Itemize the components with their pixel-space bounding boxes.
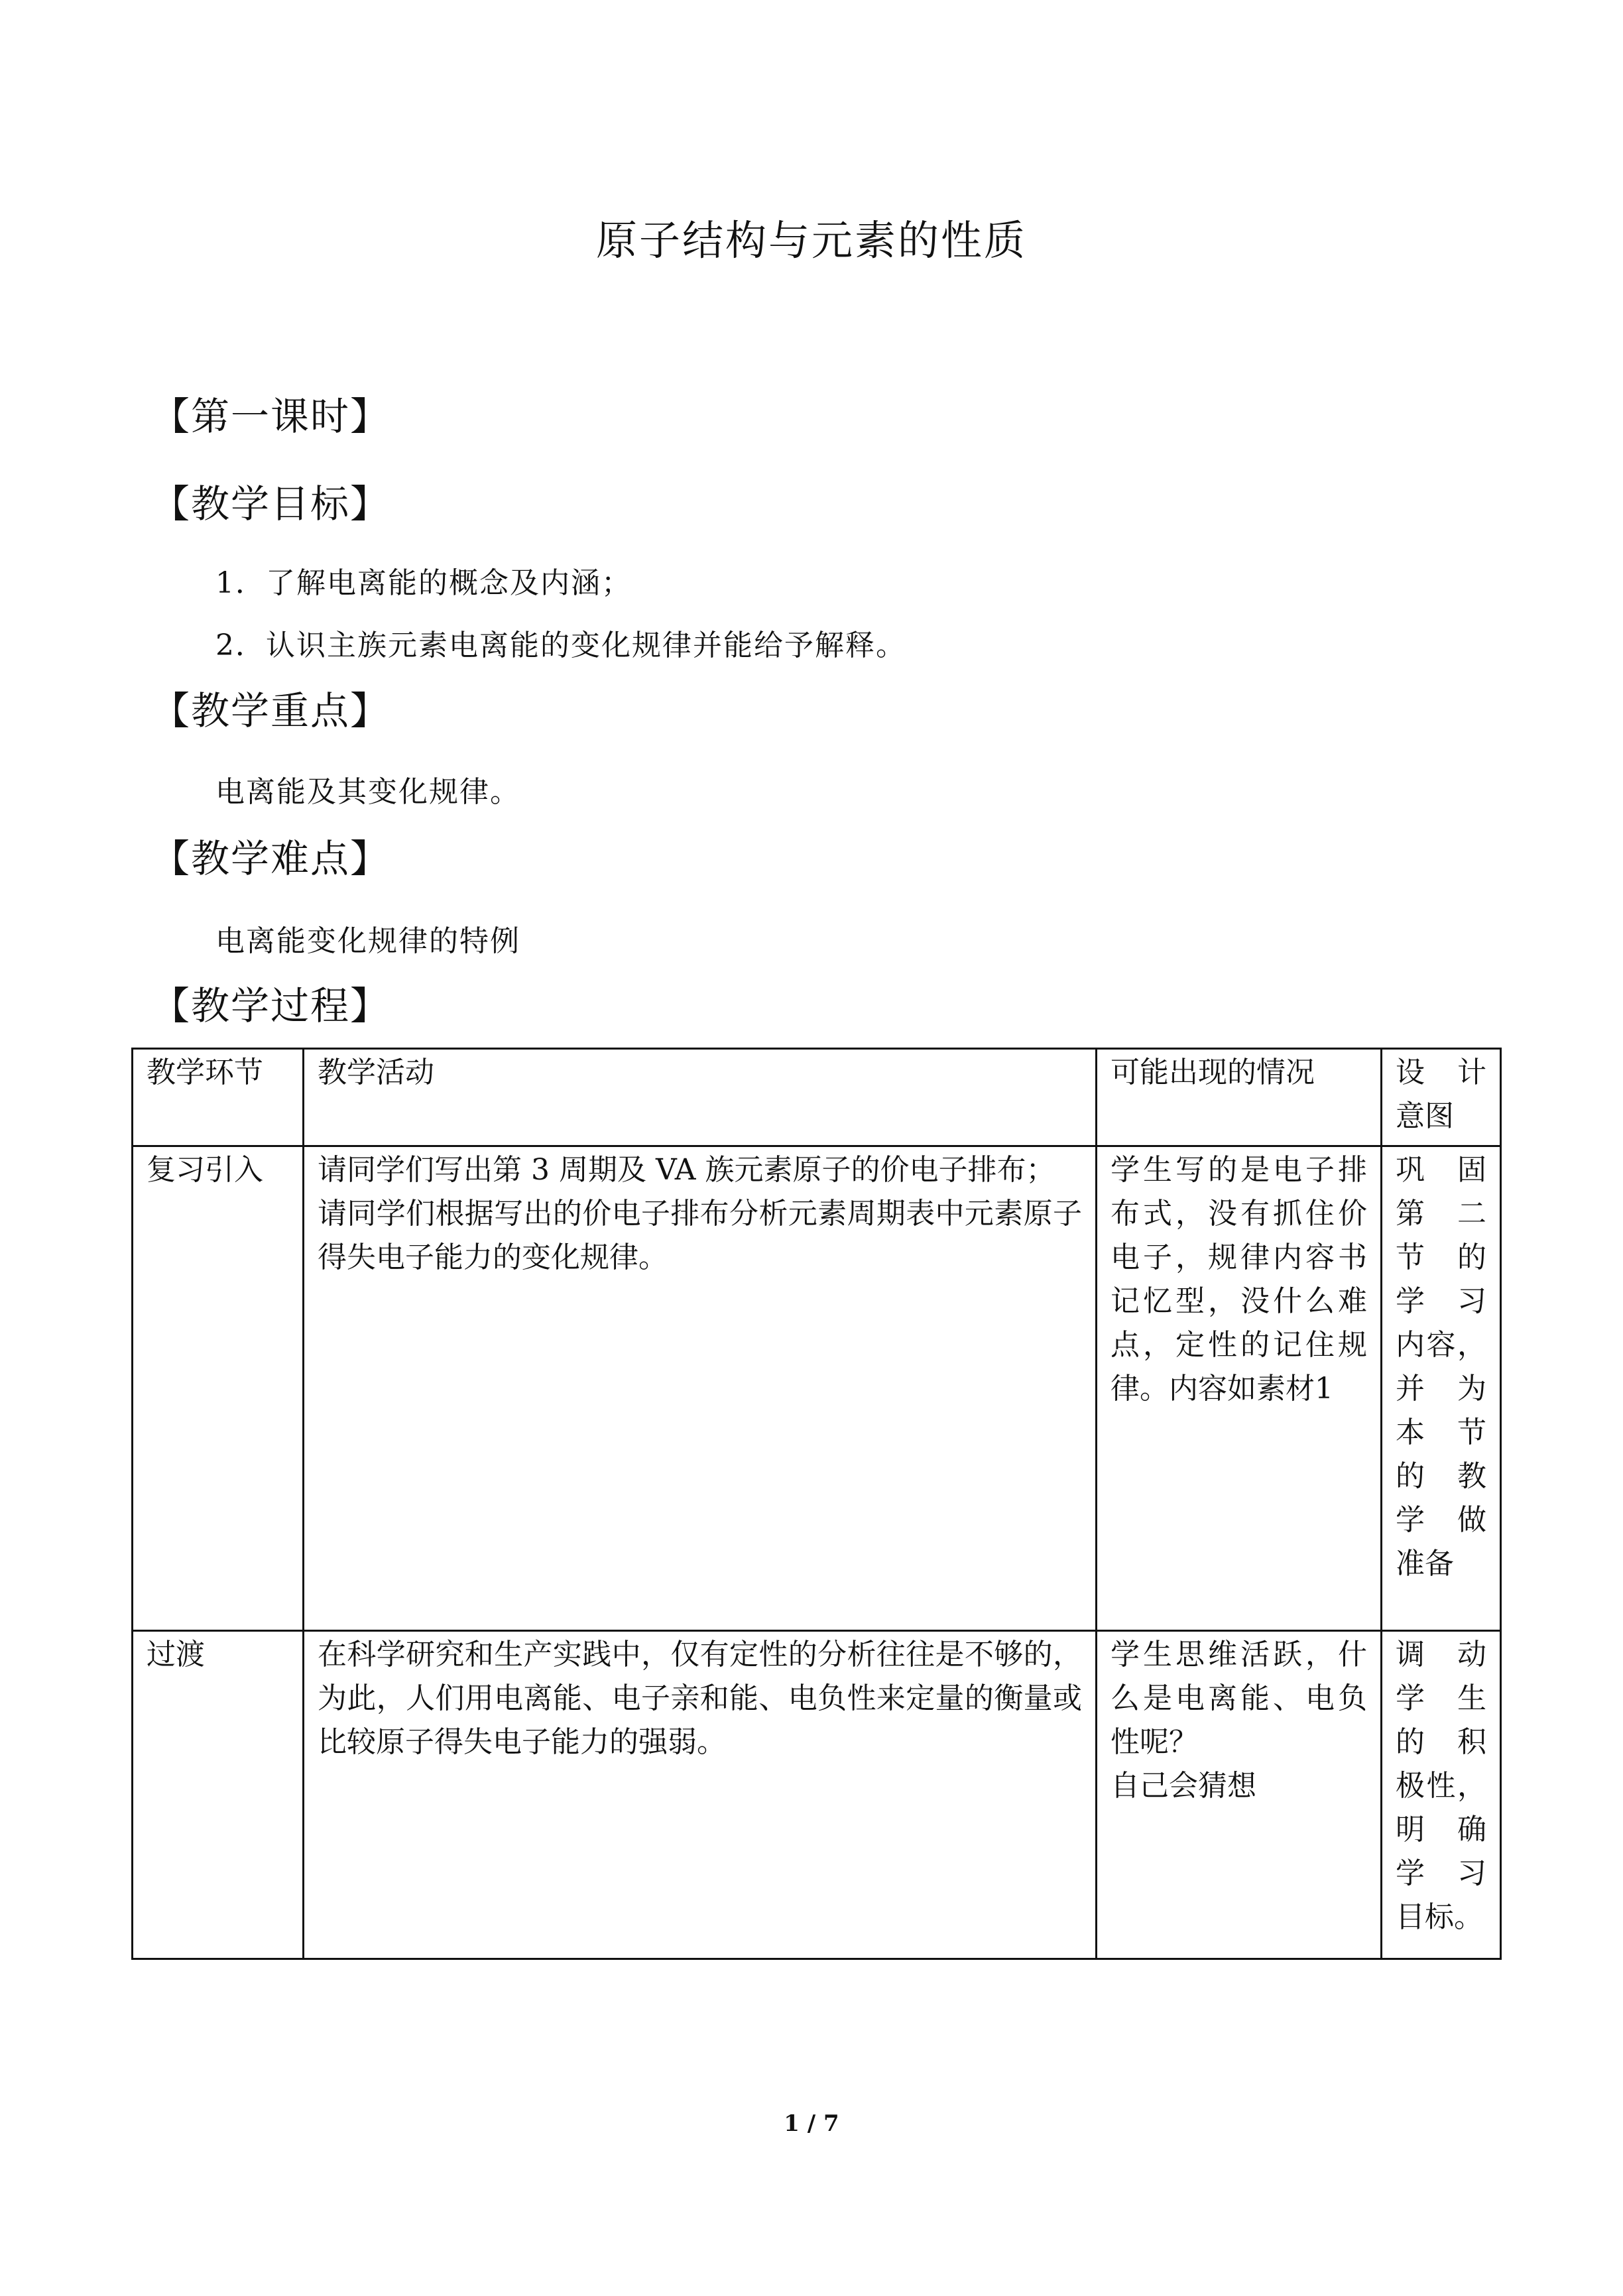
teaching-goals-heading: 【教学目标】: [151, 481, 391, 526]
situation-line: 学生思维活跃，什么是电离能、电负性呢？: [1111, 1638, 1367, 1759]
key-point-heading: 【教学重点】: [151, 688, 391, 733]
document-title: 原子结构与元素的性质: [595, 216, 1027, 265]
header-cell-activity: 教学活动: [304, 1049, 1097, 1146]
situation-cell: 学生写的是电子排布式，没有抓住价电子，规律内容书记忆型，没什么难点，定性的记住规律。内容如素材1: [1097, 1146, 1382, 1631]
situation-cell: [1097, 1631, 1382, 1959]
goal-item: 2．认识主族元素电离能的变化规律并能给予解释。: [215, 629, 906, 662]
difficulty-text: 电离能变化规律的特例: [215, 924, 520, 958]
table-row: [133, 1146, 1501, 1631]
activity-cell: [304, 1146, 1097, 1631]
teaching-process-heading: 【教学过程】: [151, 983, 391, 1028]
activity-line: 请同学们写出第 3 周期及 VA 族元素原子的价电子排布；: [318, 1153, 1055, 1187]
activity-cell: [304, 1631, 1097, 1959]
header-cell-situation: 可能出现的情况: [1097, 1049, 1382, 1146]
lesson-heading: 【第一课时】: [151, 394, 391, 439]
key-point-text: 电离能及其变化规律。: [215, 775, 520, 809]
header-cell-purpose: 设 计意图: [1382, 1049, 1501, 1146]
goal-item: 1．了解电离能的概念及内涵；: [215, 566, 632, 600]
table-row: [133, 1631, 1501, 1959]
table-header-row: [133, 1049, 1501, 1146]
situation-line: 自己会猜想: [1111, 1769, 1256, 1803]
stage-cell: 过渡: [133, 1631, 304, 1959]
difficulty-heading: 【教学难点】: [151, 836, 391, 881]
stage-cell: 复习引入: [133, 1146, 304, 1631]
activity-line: 请同学们根据写出的价电子排布分析元素周期表中元素原子得失电子能力的变化规律。: [318, 1197, 1082, 1274]
purpose-cell: 调 动学 生的 积极性，明 确学 习目标。: [1382, 1631, 1501, 1959]
page-number: 1 / 7: [784, 2110, 839, 2137]
teaching-process-table: [131, 1048, 1502, 1960]
header-cell-stage: 教学环节: [133, 1049, 304, 1146]
purpose-cell: 巩 固第 二节 的学 习内容，并 为本 节的 教学 做准备: [1382, 1146, 1501, 1631]
activity-line: 在科学研究和生产实践中，仅有定性的分析往往是不够的，为此，人们用电离能、电子亲和能、电负性来定量的衡量或比较原子得失电子能力的强弱。: [318, 1638, 1082, 1759]
